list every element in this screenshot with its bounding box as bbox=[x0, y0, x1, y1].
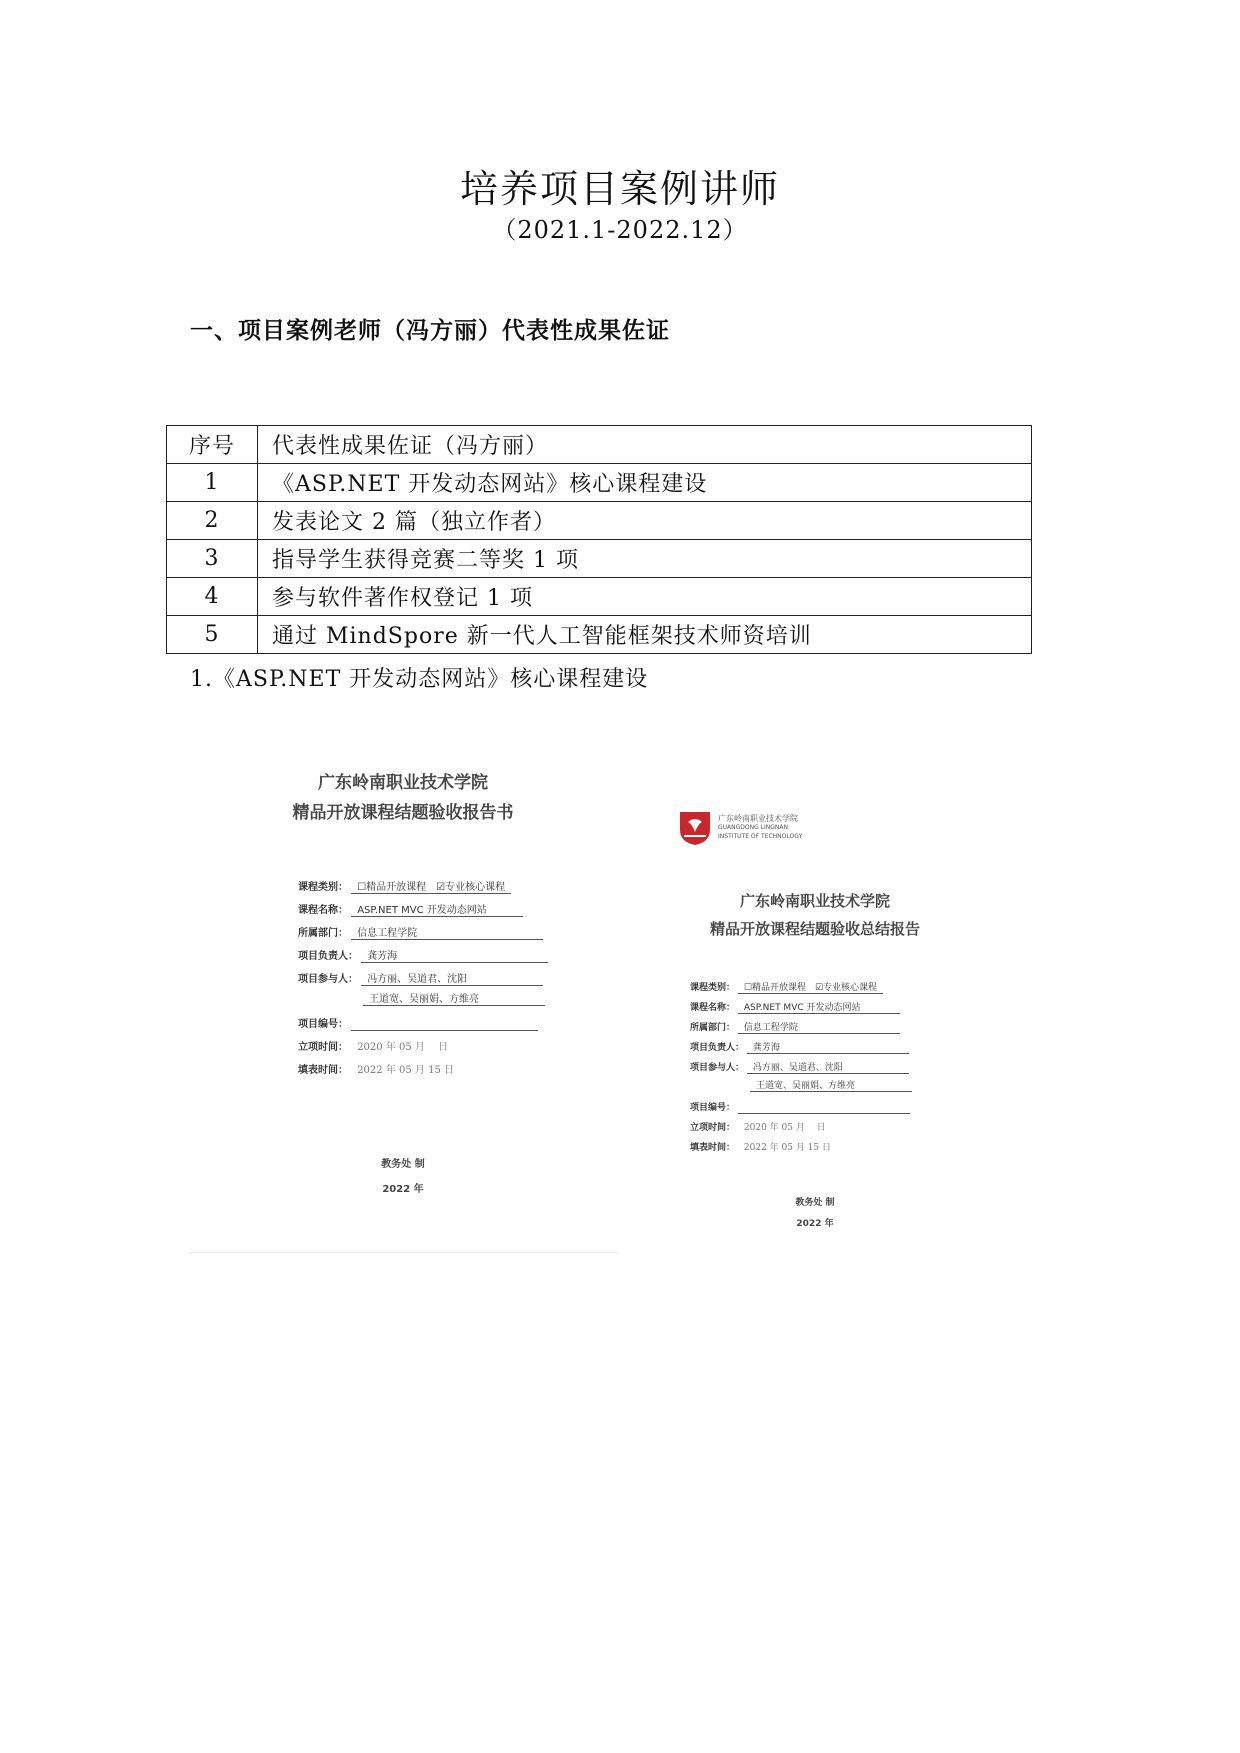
row-text: 发表论文 2 篇（独立作者） bbox=[258, 502, 1032, 540]
row-text: 通过 MindSpore 新一代人工智能框架技术师资培训 bbox=[258, 616, 1032, 654]
report-title: 精品开放课程结题验收总结报告 bbox=[709, 920, 920, 938]
page-subtitle-date-range: （2021.1-2022.12） bbox=[492, 216, 748, 244]
row-text: 参与软件著作权登记 1 项 bbox=[258, 578, 1032, 616]
field-fill-date: 填表时间： 2022 年 05 月 15 日 bbox=[690, 1143, 832, 1153]
field-course-name: 课程名称： ASP.NET MVC 开发动态网站 bbox=[298, 901, 523, 917]
figure-caption: 1.《ASP.NET 开发动态网站》核心课程建设 bbox=[190, 667, 649, 692]
row-number: 1 bbox=[167, 464, 258, 502]
achievements-table bbox=[166, 425, 1032, 654]
table-row bbox=[167, 464, 1032, 502]
table-row bbox=[167, 502, 1032, 540]
section-heading: 一、项目案例老师（冯方丽）代表性成果佐证 bbox=[190, 318, 670, 344]
page-title: 培养项目案例讲师 bbox=[459, 167, 780, 211]
field-project-number: 项目编号： bbox=[690, 1100, 910, 1114]
report-year: 2022 年 bbox=[796, 1219, 834, 1229]
field-department: 所属部门： 信息工程学院 bbox=[690, 1020, 900, 1034]
report-issuer: 教务处 制 bbox=[381, 1159, 425, 1170]
table-row bbox=[167, 540, 1032, 578]
report-issuer: 教务处 制 bbox=[795, 1198, 835, 1208]
field-course-type: 课程类别： ☐精品开放课程 ☑专业核心课程 bbox=[298, 878, 511, 894]
school-logo-icon bbox=[678, 810, 712, 846]
report-cover-right bbox=[650, 790, 980, 1250]
report-school-name: 广东岭南职业技术学院 bbox=[318, 773, 488, 793]
field-course-name: 课程名称： ASP.NET MVC 开发动态网站 bbox=[690, 1000, 900, 1014]
field-project-leader: 项目负责人： 龚芳海 bbox=[690, 1040, 909, 1054]
field-department: 所属部门： 信息工程学院 bbox=[298, 924, 543, 940]
report-title: 精品开放课程结题验收报告书 bbox=[292, 803, 514, 823]
field-fill-date: 填表时间： 2022 年 05 月 15 日 bbox=[298, 1065, 454, 1076]
report-cover-left bbox=[188, 740, 618, 1253]
header-serial-number: 序号 bbox=[167, 426, 258, 464]
field-participants: 项目参与人： 冯方丽、吴道君、沈阳 bbox=[298, 970, 543, 986]
row-number: 3 bbox=[167, 540, 258, 578]
field-participants-line2: 王道宽、吴丽娟、方维亮 bbox=[750, 1078, 912, 1092]
field-start-date: 立项时间： 2020 年 05 月 日 bbox=[298, 1042, 449, 1053]
table-header-row bbox=[167, 426, 1032, 464]
field-participants: 项目参与人： 冯方丽、吴道君、沈阳 bbox=[690, 1060, 909, 1074]
row-number: 2 bbox=[167, 502, 258, 540]
table-row bbox=[167, 578, 1032, 616]
field-project-number: 项目编号： bbox=[298, 1015, 538, 1031]
field-course-type: 课程类别： ☐精品开放课程 ☑专业核心课程 bbox=[690, 980, 883, 994]
field-start-date: 立项时间： 2020 年 05 月 日 bbox=[690, 1123, 826, 1133]
row-number: 5 bbox=[167, 616, 258, 654]
report-year: 2022 年 bbox=[382, 1184, 424, 1195]
table-row bbox=[167, 616, 1032, 654]
row-number: 4 bbox=[167, 578, 258, 616]
header-achievement: 代表性成果佐证（冯方丽） bbox=[258, 426, 1032, 464]
report-school-name: 广东岭南职业技术学院 bbox=[739, 892, 890, 910]
row-text: 指导学生获得竞赛二等奖 1 项 bbox=[258, 540, 1032, 578]
logo-text: 广东岭南职业技术学院 GUANGDONG LINGNAN INSTITUTE OF TECHNOLOGY bbox=[718, 814, 803, 840]
row-text: 《ASP.NET 开发动态网站》核心课程建设 bbox=[258, 464, 1032, 502]
field-project-leader: 项目负责人： 龚芳海 bbox=[298, 947, 548, 963]
field-participants-line2: 王道宽、吴丽娟、方维亮 bbox=[363, 990, 545, 1006]
